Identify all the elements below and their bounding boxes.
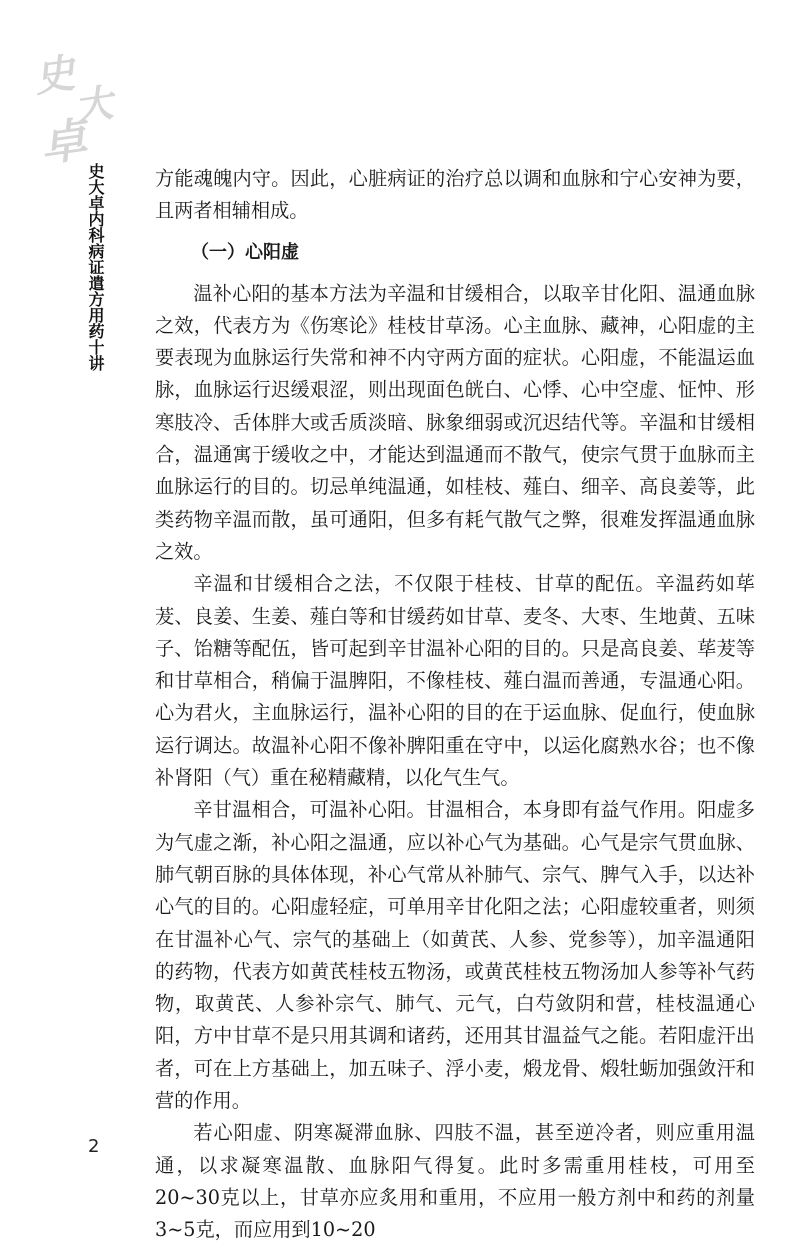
page-number: 2 [88, 1136, 100, 1157]
seal-watermark [31, 44, 116, 172]
section-heading: （一）心阳虚 [191, 241, 299, 263]
paragraph: 若心阳虚、阴寒凝滞血脉、四肢不温，甚至逆冷者，则应重用温通，以求凝寒温散、血脉阳气得复。此时多需重用桂枝，可用至20~30克以上，甘草亦应炙用和重用，不应用一般方剂中和药的剂量3~5克，而应用到10~20 [155, 1121, 755, 1242]
paragraph: 辛温和甘缓相合之法，不仅限于桂枝、甘草的配伍。辛温药如荜茇、良姜、生姜、薤白等和甘缓药如甘草、麦冬、大枣、生地黄、五味子、饴糖等配伍，皆可起到辛甘温补心阳的目的。只是高良姜、荜茇等和甘草相合，稍偏于温脾阳，不像桂枝、薤白温而善通，专温通心阳。心为君火，主血脉运行，温补心阳的目的在于运血脉、促血行，使血脉运行调达。故温补心阳不像补脾阳重在守中，以运化腐熟水谷；也不像补肾阳（气）重在秘精藏精，以化气生气。 [155, 572, 755, 790]
paragraph: 辛甘温相合，可温补心阳。甘温相合，本身即有益气作用。阳虚多为气虚之渐，补心阳之温通，应以补心气为基础。心气是宗气贯血脉、肺气朝百脉的具体体现，补心气常从补肺气、宗气、脾气入手，以达补心气的目的。心阳虚轻症，可单用辛甘化阳之法；心阳虚较重者，则须在甘温补心气、宗气的基础上（如黄芪、人参、党参等），加辛温通阳的药物，代表方如黄芪桂枝五物汤，或黄芪桂枝五物汤加人参等补气药物，取黄芪、人参补宗气、肺气、元气，白芍敛阴和营，桂枝温通心阳，方中甘草不是只用其调和诸药，还用其甘温益气之能。若阳虚汗出者，可在上方基础上，加五味子、浮小麦，煅龙骨、煅牡蛎加强敛汗和营的作用。 [155, 798, 755, 1113]
paragraph: 温补心阳的基本方法为辛温和甘缓相合，以取辛甘化阳、温通血脉之效，代表方为《伤寒论》桂枝甘草汤。心主血脉、藏神，心阳虚的主要表现为血脉运行失常和神不内守两方面的症状。心阳虚，不能温运血脉，血脉运行迟缓艰涩，则出现面色㿠白、心悸、心中空虚、怔忡、形寒肢冷、舌体胖大或舌质淡暗、脉象细弱或沉迟结代等。辛温和甘缓相合，温通寓于缓收之中，才能达到温通而不散气，使宗气贯于血脉而主血脉运行的目的。切忌单纯温通，如桂枝、薤白、细辛、高良姜等，此类药物辛温而散，虽可通阳，但多有耗气散气之弊，很难发挥温通血脉之效。 [155, 281, 755, 563]
running-book-title: 史大卓内科病证遣方用药十讲 [86, 163, 105, 371]
watermark-char-3: 卓 [36, 112, 90, 172]
watermark-char-2: 大 [71, 79, 116, 130]
paragraph-continued: 方能魂魄内守。因此，心脏病证的治疗总以调和血脉和宁心安神为要，且两者相辅相成。 [155, 167, 755, 223]
page-body [155, 163, 755, 1247]
watermark-char-1: 史 [31, 49, 78, 102]
